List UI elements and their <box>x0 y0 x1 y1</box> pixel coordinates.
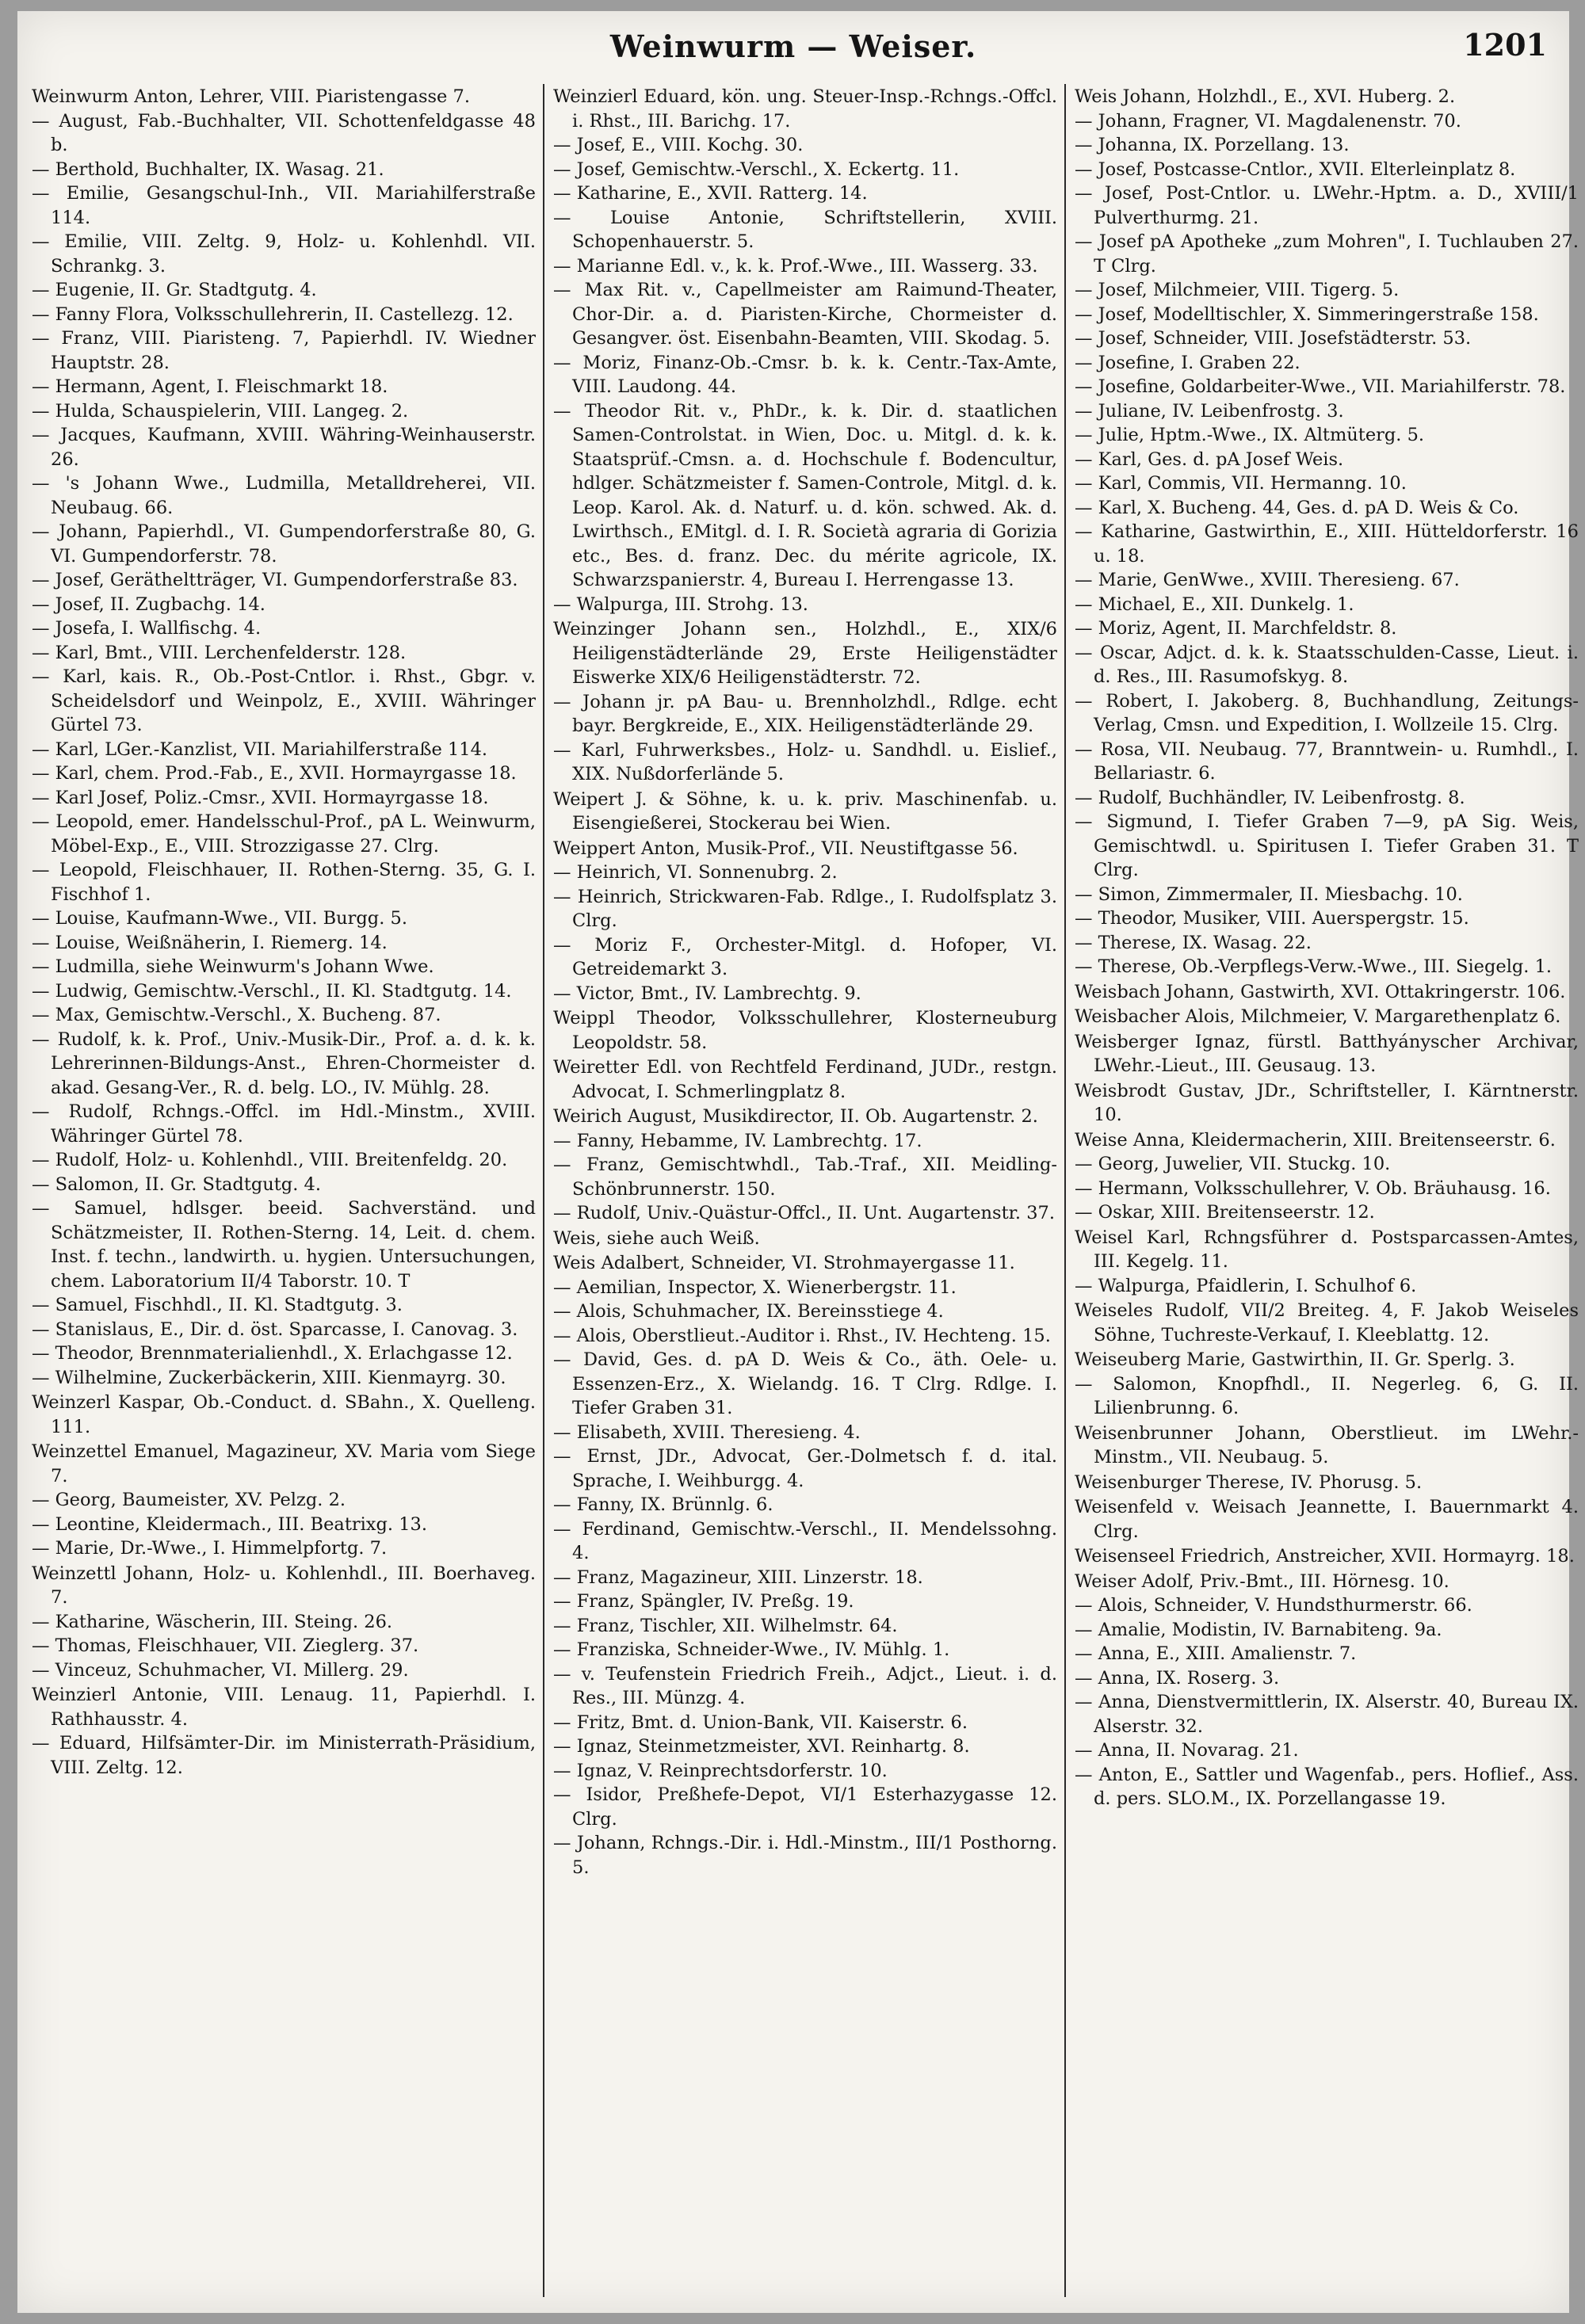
directory-entry: — Josefa, I. Wallfischg. 4. <box>32 618 262 639</box>
directory-entry: Weisberger Ignaz, fürstl. Batthyányscher Archivar, LWehr.-Lieut., III. Geusaug. 13. <box>1075 1031 1579 1076</box>
directory-entry: — Josef, Milchmeier, VIII. Tigerg. 5. <box>1075 280 1400 300</box>
directory-entry: — Eduard, Hilfsämter-Dir. im Ministerrath-Präsidium, VIII. Zeltg. 12. <box>32 1733 536 1778</box>
directory-entry: — Rudolf, Rchngs.-Offcl. im Hdl.-Minstm., XVIII. Währinger Gürtel 78. <box>32 1101 536 1147</box>
directory-entry: — Ludwig, Gemischtw.-Verschl., II. Kl. Stadtgutg. 14. <box>32 980 512 1002</box>
column-3 <box>1075 84 1579 2297</box>
directory-entry: Weisel Karl, Rchngsführer d. Postsparcassen-Amtes, III. Kegelg. 11. <box>1075 1227 1579 1272</box>
directory-entry: — Max Rit. v., Capellmeister am Raimund-Theater, Chor-Dir. a. d. Piaristen-Kirche, Chormeister d. Gesangver. öst. Eisenbahn-Beamten, VIII. Skodag. 5. <box>553 280 1057 349</box>
directory-entry: — Josef, Postcasse-Cntlor., XVII. Elterleinplatz 8. <box>1075 158 1516 180</box>
directory-page <box>17 11 1579 2313</box>
directory-entry: — Moriz, Finanz-Ob.-Cmsr. b. k. k. Centr.-Tax-Amte, VIII. Laudong. 44. <box>553 352 1057 397</box>
directory-entry: — Stanislaus, E., Dir. d. öst. Sparcasse, I. Canovag. 3. <box>32 1318 518 1340</box>
directory-entry: — August, Fab.-Buchhalter, VII. Schottenfeldgasse 48 b. <box>32 110 536 155</box>
directory-entry: — Karl Josef, Poliz.-Cmsr., XVII. Hormayrgasse 18. <box>32 787 489 808</box>
directory-entry: — Fanny Flora, Volksschullehrerin, II. Castellezg. 12. <box>32 303 514 325</box>
directory-entry: — Louise Antonie, Schriftstellerin, XVIII. Schopenhauerstr. 5. <box>553 207 1057 252</box>
directory-entry: Weisenburger Therese, IV. Phorusg. 5. <box>1075 1471 1423 1493</box>
directory-entry: Weisenfeld v. Weisach Jeannette, I. Bauernmarkt 4. Clrg. <box>1075 1497 1579 1542</box>
directory-entry: — Isidor, Preßhefe-Depot, VI/1 Esterhazygasse 12. Clrg. <box>553 1784 1057 1830</box>
directory-entry: Weinwurm Anton, Lehrer, VIII. Piaristengasse 7. <box>32 86 470 107</box>
directory-entry: — Anna, Dienstvermittlerin, IX. Alserstr. 40, Bureau IX. Alserstr. 32. <box>1075 1692 1579 1737</box>
directory-entry: — Max, Gemischtw.-Verschl., X. Bucheng. 87. <box>32 1005 441 1025</box>
directory-entry: — Katharine, Wäscherin, III. Steing. 26. <box>32 1611 393 1632</box>
directory-entry: — Franz, VIII. Piaristeng. 7, Papierhdl. IV. Wiedner Hauptstr. 28. <box>32 328 536 373</box>
directory-entry: — Rudolf, k. k. Prof., Univ.-Musik-Dir., Prof. a. d. k. k. Lehrerinnen-Bildungs-Anst., Ehren-Chormeister d. akad. Gesang-Ver., R. d. belg. LO., IV. Mühlg. 28. <box>32 1028 536 1098</box>
directory-entry: — Franz, Spängler, IV. Preßg. 19. <box>553 1591 854 1612</box>
directory-entry: — Simon, Zimmermaler, II. Miesbachg. 10. <box>1075 883 1463 905</box>
directory-entry: — Louise, Weißnäherin, I. Riemerg. 14. <box>32 932 388 953</box>
directory-entry: Weis Johann, Holzhdl., E., XVI. Huberg. 2. <box>1075 86 1456 107</box>
directory-entry: — Ludmilla, siehe Weinwurm's Johann Wwe. <box>32 956 434 977</box>
directory-entry: — Alois, Oberstlieut.-Auditor i. Rhst., IV. Hechteng. 15. <box>553 1325 1051 1346</box>
directory-entry: — Anna, IX. Roserg. 3. <box>1075 1667 1280 1689</box>
directory-entry: — Marie, Dr.-Wwe., I. Himmelpfortg. 7. <box>32 1538 388 1559</box>
directory-entry: — Karl, Ges. d. pA Josef Weis. <box>1075 448 1344 470</box>
directory-entry: Weise Anna, Kleidermacherin, XIII. Breitenseerstr. 6. <box>1075 1129 1556 1151</box>
directory-entry: — Leopold, emer. Handelsschul-Prof., pA L. Weinwurm, Möbel-Exp., E., VIII. Strozzigasse 27. Clrg. <box>32 811 536 857</box>
directory-entry: — Johanna, IX. Porzellang. 13. <box>1075 135 1350 155</box>
directory-entry: — Fritz, Bmt. d. Union-Bank, VII. Kaiserstr. 6. <box>553 1712 968 1733</box>
directory-entry: Weisenbrunner Johann, Oberstlieut. im LWehr.-Minstm., VII. Neubaug. 5. <box>1075 1422 1579 1467</box>
directory-entry: — Anna, E., XIII. Amalienstr. 7. <box>1075 1643 1357 1664</box>
directory-entry: — Theodor, Brennmaterialienhdl., X. Erlachgasse 12. <box>32 1343 513 1364</box>
directory-entry: Weiseles Rudolf, VII/2 Breiteg. 4, F. Jakob Weiseles Söhne, Tuchreste-Verkauf, I. Kleeblattg. 12. <box>1075 1300 1579 1345</box>
directory-entry: Weirich August, Musikdirector, II. Ob. Augartenstr. 2. <box>553 1106 1038 1127</box>
directory-entry: — Amalie, Modistin, IV. Barnabiteng. 9a. <box>1075 1619 1442 1640</box>
directory-entry: — Aemilian, Inspector, X. Wienerbergstr. 11. <box>553 1276 957 1298</box>
directory-entry: — Katharine, Gastwirthin, E., XIII. Hütteldorferstr. 16 u. 18. <box>1075 521 1579 567</box>
directory-entry: — Heinrich, VI. Sonnenubrg. 2. <box>553 862 838 883</box>
column-divider <box>1064 84 1066 2297</box>
directory-entry: — Marianne Edl. v., k. k. Prof.-Wwe., III. Wasserg. 33. <box>553 255 1038 277</box>
column-divider <box>543 84 544 2297</box>
directory-entry: — Jacques, Kaufmann, XVIII. Währing-Weinhauserstr. 26. <box>32 425 536 470</box>
directory-entry: — Heinrich, Strickwaren-Fab. Rdlge., I. Rudolfsplatz 3. Clrg. <box>553 886 1057 931</box>
directory-entry: — Samuel, Fischhdl., II. Kl. Stadtgutg. 3. <box>32 1295 403 1315</box>
directory-entry: — Vinceuz, Schuhmacher, VI. Millerg. 29. <box>32 1659 409 1681</box>
directory-entry: — Rosa, VII. Neubaug. 77, Branntwein- u. Rumhdl., I. Bellariastr. 6. <box>1075 738 1579 784</box>
directory-entry: Weipert J. & Söhne, k. u. k. priv. Maschinenfab. u. Eisengießerei, Stockerau bei Wien. <box>553 788 1057 834</box>
directory-entry: — Josef, Schneider, VIII. Josefstädterstr. 53. <box>1075 328 1472 349</box>
directory-entry: — Wilhelmine, Zuckerbäckerin, XIII. Kienmayrg. 30. <box>32 1367 506 1388</box>
directory-entry: — Leontine, Kleidermach., III. Beatrixg. 13. <box>32 1513 427 1535</box>
directory-entry: — Rudolf, Holz- u. Kohlenhdl., VIII. Breitenfeldg. 20. <box>32 1150 508 1170</box>
directory-entry: Weis Adalbert, Schneider, VI. Strohmayergasse 11. <box>553 1253 1015 1273</box>
directory-entry: — Fanny, IX. Brünnlg. 6. <box>553 1494 773 1515</box>
column-1 <box>32 84 536 2297</box>
directory-entry: — Fanny, Hebamme, IV. Lambrechtg. 17. <box>553 1130 922 1151</box>
directory-entry: Weippert Anton, Musik-Prof., VII. Neustiftgasse 56. <box>553 838 1018 859</box>
directory-entry: Weinzinger Johann sen., Holzhdl., E., XIX/6 Heiligenstädterlände 29, Erste Heiligenstädter Eiswerke XIX/6 Heiligenstädterstr. 72. <box>553 619 1057 688</box>
directory-entry: — v. Teufenstein Friedrich Freih., Adjct., Lieut. i. d. Res., III. Münzg. 4. <box>553 1663 1057 1708</box>
directory-entry: — Hermann, Agent, I. Fleischmarkt 18. <box>32 376 388 397</box>
directory-entry: Weinzerl Kaspar, Ob.-Conduct. d. SBahn., X. Quelleng. 111. <box>32 1392 536 1437</box>
directory-entry: Weippl Theodor, Volksschullehrer, Klosterneuburg Leopoldstr. 58. <box>553 1008 1057 1053</box>
directory-entry: — Karl, Bmt., VIII. Lerchenfelderstr. 128. <box>32 642 407 663</box>
directory-entry: — Ferdinand, Gemischtw.-Verschl., II. Mendelssohng. 4. <box>553 1518 1057 1563</box>
directory-entry: Weinzettel Emanuel, Magazineur, XV. Maria vom Siege 7. <box>32 1441 536 1486</box>
directory-entry: — Therese, Ob.-Verpflegs-Verw.-Wwe., III. Siegelg. 1. <box>1075 956 1553 977</box>
directory-entry: — Marie, GenWwe., XVIII. Theresieng. 67. <box>1075 570 1460 590</box>
directory-entry: — Alois, Schneider, V. Hundsthurmerstr. 66. <box>1075 1595 1472 1616</box>
directory-entry: Weisbach Johann, Gastwirth, XVI. Ottakringerstr. 106. <box>1075 981 1566 1002</box>
directory-entry: — Emilie, Gesangschul-Inh., VII. Mariahilferstraße 114. <box>32 183 536 228</box>
directory-entry: — Anna, II. Novarag. 21. <box>1075 1740 1299 1761</box>
directory-entry: — Theodor Rit. v., PhDr., k. k. Dir. d. staatlichen Samen-Controlstat. in Wien, Doc. u. Mitgl. d. k. k. Staatsprüf.-Cmsn. a. d. Hochschule f. Bodencultur, hdlger. Schätzmeister f. Samen-Controle, Mitgl. d. k. Leop. Karol. Ak. d. Naturf. u. d. kön. schwed. Ak. d. Lwirthsch., EMitgl. d. I. R. Società agraria di Gorizia etc., Bes. d. franz. Dec. du mérite agricole, IX. Schwarzspanierstr. 4, Bureau I. Herrengasse 13. <box>553 400 1057 590</box>
directory-entry: — Hermann, Volksschullehrer, V. Ob. Bräuhausg. 16. <box>1075 1177 1551 1199</box>
directory-entry: — Theodor, Musiker, VIII. Auerspergstr. 15. <box>1075 908 1469 929</box>
directory-entry: — Johann, Rchngs.-Dir. i. Hdl.-Minstm., III/1 Posthorng. 5. <box>553 1833 1057 1878</box>
page-header-title: Weinwurm — Weiser. <box>609 29 977 64</box>
directory-entry: — Franziska, Schneider-Wwe., IV. Mühlg. 1. <box>553 1639 950 1660</box>
directory-entry: — Emilie, VIII. Zeltg. 9, Holz- u. Kohlenhdl. VII. Schrankg. 3. <box>32 231 536 277</box>
directory-entry: — Johann jr. pA Bau- u. Brennholzhdl., Rdlge. echt bayr. Bergkreide, E., XIX. Heiligenstädterlände 29. <box>553 691 1057 736</box>
directory-entry: Weinzierl Antonie, VIII. Lenaug. 11, Papierhdl. I. Rathhausstr. 4. <box>32 1685 536 1730</box>
directory-entry: — David, Ges. d. pA D. Weis & Co., äth. Oele- u. Essenzen-Erz., X. Wielandg. 16. T Clrg. Rdlge. I. Tiefer Graben 31. <box>553 1349 1057 1418</box>
directory-entry: Weiser Adolf, Priv.-Bmt., III. Hörnesg. 10. <box>1075 1570 1449 1592</box>
directory-entry: — Rudolf, Univ.-Quästur-Offcl., II. Unt. Augartenstr. 37. <box>553 1203 1055 1223</box>
directory-entry: — Julie, Hptm.-Wwe., IX. Altmüterg. 5. <box>1075 425 1425 445</box>
directory-entry: Weis, siehe auch Weiß. <box>553 1227 760 1249</box>
directory-entry: — Ignaz, Steinmetzmeister, XVI. Reinhartg. 8. <box>553 1736 970 1757</box>
directory-entry: — Rudolf, Buchhändler, IV. Leibenfrostg. 8. <box>1075 787 1465 808</box>
directory-entry: — Leopold, Fleischhauer, II. Rothen-Sterng. 35, G. I. Fischhof 1. <box>32 860 536 905</box>
directory-entry: — Samuel, hdlsger. beeid. Sachverständ. und Schätzmeister, II. Rothen-Sterng. 14, Leit. d. chem. Inst. f. techn., landwirth. u. hygien. Untersuchungen, chem. Laboratorium II/4 Taborstr. 10. T <box>32 1198 536 1292</box>
directory-entry: Weisbacher Alois, Milchmeier, V. Margarethenplatz 6. <box>1075 1006 1561 1027</box>
directory-entry: — Josef, Gemischtw.-Verschl., X. Eckertg. 11. <box>553 158 960 180</box>
directory-entry: Weisbrodt Gustav, JDr., Schriftsteller, I. Kärntnerstr. 10. <box>1075 1080 1579 1125</box>
directory-entry: — Josef, E., VIII. Kochg. 30. <box>553 135 804 155</box>
directory-entry: — Moriz, Agent, II. Marchfeldstr. 8. <box>1075 618 1397 639</box>
directory-entry: — Walpurga, III. Strohg. 13. <box>553 593 808 615</box>
directory-entry: — Franz, Magazineur, XIII. Linzerstr. 18. <box>553 1567 923 1588</box>
directory-entry: — Hulda, Schauspielerin, VIII. Langeg. 2. <box>32 400 409 422</box>
directory-entry: — Johann, Fragner, VI. Magdalenenstr. 70. <box>1075 110 1461 132</box>
directory-entry: — Karl, Fuhrwerksbes., Holz- u. Sandhdl. u. Eislief., XIX. Nußdorferlände 5. <box>553 739 1057 784</box>
directory-entry: — Josef, II. Zugbachg. 14. <box>32 593 265 615</box>
directory-entry: — Moriz F., Orchester-Mitgl. d. Hofoper, VI. Getreidemarkt 3. <box>553 934 1057 979</box>
directory-entry: — Berthold, Buchhalter, IX. Wasag. 21. <box>32 158 384 180</box>
directory-entry: Weinzettl Johann, Holz- u. Kohlenhdl., III. Boerhaveg. 7. <box>32 1563 536 1608</box>
directory-entry: — 's Johann Wwe., Ludmilla, Metalldreherei, VII. Neubaug. 66. <box>32 473 536 518</box>
directory-entry: — Alois, Schuhmacher, IX. Bereinsstiege 4. <box>553 1301 944 1322</box>
directory-entry: — Thomas, Fleischhauer, VII. Zieglerg. 37. <box>32 1635 419 1656</box>
directory-entry: — Elisabeth, XVIII. Theresieng. 4. <box>553 1421 861 1443</box>
directory-entry: — Josef, Post-Cntlor. u. LWehr.-Hptm. a. D., XVIII/1 Pulverthurmg. 21. <box>1075 183 1579 228</box>
directory-entry: — Ernst, JDr., Advocat, Ger.-Dolmetsch f. d. ital. Sprache, I. Weihburgg. 4. <box>553 1446 1057 1491</box>
directory-entry: — Franz, Gemischtwhdl., Tab.-Traf., XII. Meidling-Schönbrunnerstr. 150. <box>553 1154 1057 1200</box>
directory-entry: — Oskar, XIII. Breitenseerstr. 12. <box>1075 1202 1375 1223</box>
directory-entry: Weinzierl Eduard, kön. ung. Steuer-Insp.-Rchngs.-Offcl. i. Rhst., III. Barichg. 17. <box>553 86 1057 132</box>
directory-entry: — Michael, E., XII. Dunkelg. 1. <box>1075 593 1354 615</box>
directory-entry: — Josef, Gerätheltträger, VI. Gumpendorferstraße 83. <box>32 570 518 590</box>
directory-entry: — Josefine, I. Graben 22. <box>1075 352 1300 373</box>
directory-entry: — Katharine, E., XVII. Ratterg. 14. <box>553 183 868 204</box>
directory-entry: — Ignaz, V. Reinprechtsdorferstr. 10. <box>553 1760 888 1781</box>
directory-entry: — Georg, Juwelier, VII. Stuckg. 10. <box>1075 1154 1391 1174</box>
directory-entry: — Louise, Kaufmann-Wwe., VII. Burgg. 5. <box>32 908 407 929</box>
directory-columns <box>32 84 1579 2297</box>
directory-entry: — Eugenie, II. Gr. Stadtgutg. 4. <box>32 280 317 300</box>
page-header <box>17 11 1569 84</box>
directory-entry: — Therese, IX. Wasag. 22. <box>1075 932 1312 953</box>
directory-entry: — Karl, LGer.-Kanzlist, VII. Mariahilferstraße 114. <box>32 738 488 760</box>
directory-entry: — Josefine, Goldarbeiter-Wwe., VII. Mariahilferstr. 78. <box>1075 376 1566 397</box>
directory-entry: — Salomon, II. Gr. Stadtgutg. 4. <box>32 1173 321 1195</box>
directory-entry: — Salomon, Knopfhdl., II. Negerleg. 6, G. II. Lilienbrunng. 6. <box>1075 1373 1579 1418</box>
column-2 <box>553 84 1057 2297</box>
directory-entry: — Josef pA Apotheke „zum Mohren", I. Tuchlauben 27. T Clrg. <box>1075 231 1579 277</box>
directory-entry: — Victor, Bmt., IV. Lambrechtg. 9. <box>553 983 861 1004</box>
directory-entry: — Franz, Tischler, XII. Wilhelmstr. 64. <box>553 1615 898 1636</box>
directory-entry: — Juliane, IV. Leibenfrostg. 3. <box>1075 400 1344 422</box>
directory-entry: — Karl, Commis, VII. Hermanng. 10. <box>1075 473 1407 494</box>
directory-entry: Weiseuberg Marie, Gastwirthin, II. Gr. Sperlg. 3. <box>1075 1349 1515 1370</box>
directory-entry: Weisenseel Friedrich, Anstreicher, XVII. Hormayrg. 18. <box>1075 1546 1575 1567</box>
directory-entry: — Georg, Baumeister, XV. Pelzg. 2. <box>32 1490 346 1510</box>
directory-entry: — Walpurga, Pfaidlerin, I. Schulhof 6. <box>1075 1275 1417 1296</box>
directory-entry: — Karl, X. Bucheng. 44, Ges. d. pA D. Weis & Co. <box>1075 497 1519 518</box>
directory-entry: — Anton, E., Sattler und Wagenfab., pers. Hoflief., Ass. d. pers. SLO.M., IX. Porzellangasse 19. <box>1075 1764 1579 1809</box>
directory-entry: — Robert, I. Jakoberg. 8, Buchhandlung, Zeitungs-Verlag, Cmsn. und Expedition, I. Wollzeile 15. Clrg. <box>1075 690 1579 735</box>
directory-entry: — Sigmund, I. Tiefer Graben 7—9, pA Sig. Weis, Gemischtwdl. u. Spiritusen I. Tiefer Graben 31. T Clrg. <box>1075 811 1579 880</box>
directory-entry: — Johann, Papierhdl., VI. Gumpendorferstraße 80, G. VI. Gumpendorferstr. 78. <box>32 521 536 567</box>
directory-entry: — Oscar, Adjct. d. k. k. Staatsschulden-Casse, Lieut. i. d. Res., III. Rasumofskyg. 8. <box>1075 642 1579 687</box>
directory-entry: Weiretter Edl. von Rechtfeld Ferdinand, JUDr., restgn. Advocat, I. Schmerlingplatz 8. <box>553 1057 1057 1102</box>
directory-entry: — Karl, chem. Prod.-Fab., E., XVII. Hormayrgasse 18. <box>32 763 517 784</box>
directory-entry: — Josef, Modelltischler, X. Simmeringerstraße 158. <box>1075 303 1539 325</box>
page-number: 1201 <box>1463 27 1547 63</box>
directory-entry: — Karl, kais. R., Ob.-Post-Cntlor. i. Rhst., Gbgr. v. Scheidelsdorf und Weinpolz, E., XVIII. Währinger Gürtel 73. <box>32 666 536 735</box>
